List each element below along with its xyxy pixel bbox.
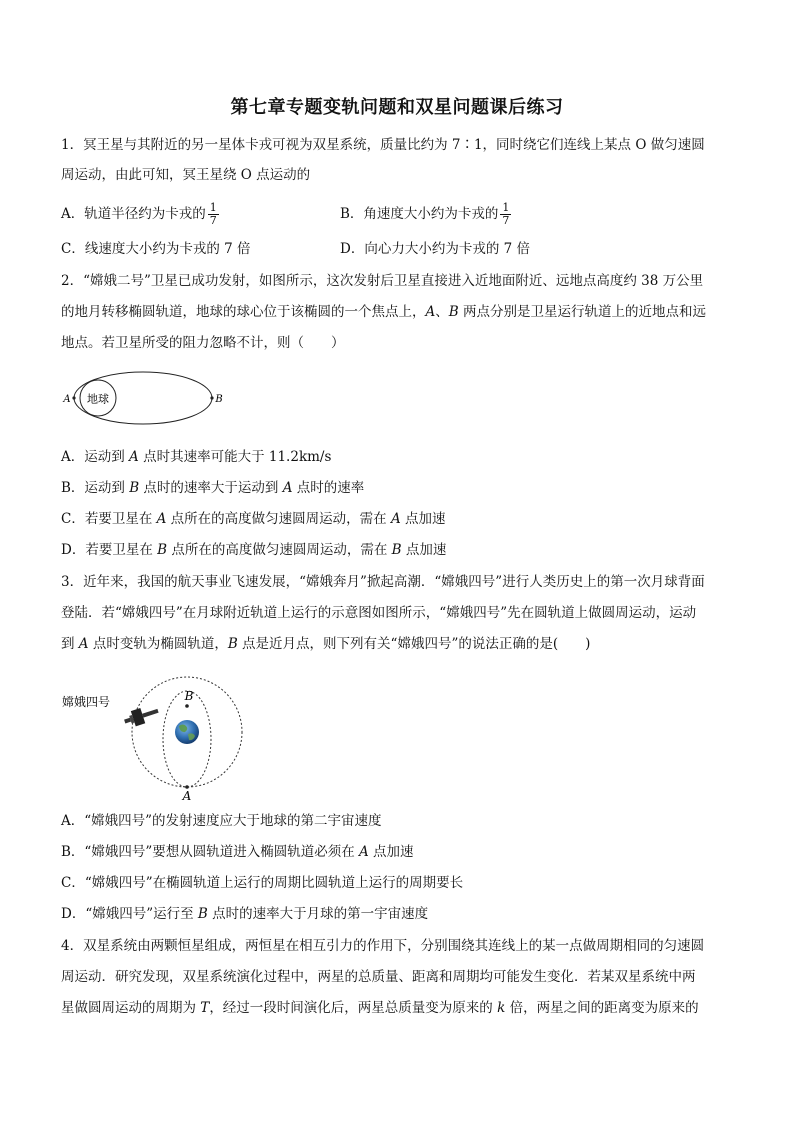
q1-option-b-text: B．角速度大小约为卡戎的 (340, 206, 499, 222)
q2-stem-line1: 2．“嫦娥二号”卫星已成功发射，如图所示，这次发射后卫星直接进入近地面附近、远地点高度约 38 万公里 (61, 273, 704, 289)
point-label: B (129, 480, 140, 496)
page-title: 第七章专题变轨问题和双星问题课后练习 (230, 97, 564, 118)
q2-stem-text: 的地月转移椭圆轨道，地球的球心位于该椭圆的一个焦点上， (61, 304, 426, 320)
q3-option-c: C．“嫦娥四号”在椭圆轨道上运行的周期比圆轨道上运行的周期要长 (61, 875, 464, 891)
q3-stem-line2: 登陆．若“嫦娥四号”在月球附近轨道上运行的示意图如图所示，“嫦娥四号”先在圆轨道上做圆周运动，运动 (61, 605, 697, 621)
option-text: D．“嫦娥四号”运行至 (61, 906, 198, 922)
point-b-dot (185, 704, 189, 708)
q2-orbit-figure (60, 368, 230, 430)
q4-stem-line2: 周运动．研究发现，双星系统演化过程中，两星的总质量、距离和周期均可能发生变化．若某双星系统中两 (61, 969, 696, 985)
satellite-icon (122, 703, 160, 729)
q4-stem-text: 星做圆周运动的周期为 (61, 1000, 201, 1016)
q4-stem-text: ，经过一段时间演化后，两星总质量变为原来的 (209, 1000, 498, 1016)
fraction-numerator: 1 (502, 201, 510, 214)
point-b-label: B (227, 636, 238, 652)
q3-stem-line3 (61, 635, 590, 653)
option-text: D．若要卫星在 (61, 542, 158, 558)
q3-option-a: A．“嫦娥四号”的发射速度应大于地球的第二宇宙速度 (61, 813, 382, 829)
option-text: 点时的速率 (292, 480, 365, 496)
option-text: 点加速 (400, 511, 446, 527)
q2-option-a (61, 448, 331, 466)
q3-orbit-figure (60, 666, 260, 806)
q3-stem-text: 点是近月点，则下列有关“嫦娥四号”的说法正确的是( ) (237, 636, 591, 652)
option-text: B．运动到 (61, 480, 130, 496)
option-text: 点时的速率大于月球的第一宇宙速度 (207, 906, 429, 922)
point-label: A (282, 480, 293, 496)
q2-option-b (61, 479, 364, 497)
point-b-label: B (184, 689, 194, 703)
q2-stem-line3: 地点。若卫星所受的阻力忽略不计，则（ ） (61, 335, 345, 351)
q3-option-b (61, 843, 414, 861)
point-label: B (197, 906, 208, 922)
option-text: 点所在的高度做匀速圆周运动，需在 (166, 511, 391, 527)
q1-option-c: C．线速度大小约为卡戎的 7 倍 (61, 241, 251, 257)
q3-stem-line1: 3．近年来，我国的航天事业飞速发展，“嫦娥奔月”掀起高潮．“嫦娥四号”进行人类历史上的第一次月球背面 (61, 574, 705, 590)
point-label: A (390, 511, 401, 527)
point-b-label: B (448, 304, 459, 320)
point-label: B (391, 542, 402, 558)
point-b-label: B (215, 394, 223, 405)
option-text: C．若要卫星在 (61, 511, 157, 527)
q4-stem-line1: 4．双星系统由两颗恒星组成，两恒星在相互引力的作用下，分别围绕其连线上的某一点做周期相同的匀速圆 (61, 938, 705, 954)
option-text: 点加速 (368, 844, 414, 860)
option-text: A．运动到 (61, 449, 130, 465)
point-label: A (156, 511, 167, 527)
q3-stem-text: 点时变轨为椭圆轨道， (88, 636, 228, 652)
q4-stem-text: 倍，两星之间的距离变为原来的 (505, 1000, 699, 1016)
q1-option-a-text: A．轨道半径约为卡戎的 (61, 206, 206, 222)
point-a-label: A (78, 636, 89, 652)
point-b-dot (210, 396, 213, 399)
q1-option-a (61, 202, 219, 227)
option-text: 点所在的高度做匀速圆周运动，需在 (167, 542, 392, 558)
point-a-label: A (182, 789, 192, 803)
q4-stem-line3 (61, 999, 699, 1017)
probe-label: 嫦娥四号 (62, 695, 111, 709)
option-text: 点时的速率大于运动到 (139, 480, 283, 496)
option-text: 点加速 (401, 542, 447, 558)
point-a-label: A (425, 304, 436, 320)
q1-stem-line2: 周运动，由此可知，冥王星绕 O 点运动的 (61, 167, 311, 183)
q3-stem-text: 到 (61, 636, 79, 652)
point-label: A (359, 844, 369, 860)
option-text: B．“嫦娥四号”要想从圆轨道进入椭圆轨道必须在 (61, 844, 360, 860)
q3-option-d (61, 905, 428, 923)
planet-globe-icon (175, 720, 199, 744)
q1-option-b (340, 202, 511, 227)
earth-label: 地球 (87, 392, 109, 406)
q2-stem-line2 (61, 303, 706, 321)
option-text: 点时其速率可能大于 11.2km/s (138, 449, 332, 465)
point-a-label: A (63, 394, 71, 405)
q1-option-a-fraction (208, 202, 219, 227)
q2-stem-text: 两点分别是卫星运行轨道上的近地点和远 (458, 304, 706, 320)
q1-option-d: D．向心力大小约为卡戎的 7 倍 (340, 241, 530, 257)
point-label: A (129, 449, 139, 465)
fraction-denominator: 7 (502, 214, 510, 227)
q1-option-b-fraction (500, 202, 511, 227)
point-label: B (157, 542, 168, 558)
q2-option-c (61, 510, 446, 528)
point-a-dot (72, 396, 75, 399)
q2-option-d (61, 541, 446, 559)
factor-symbol: k (497, 1000, 506, 1016)
fraction-numerator: 1 (209, 201, 217, 214)
fraction-denominator: 7 (209, 214, 217, 227)
q2-stem-text: 、 (435, 304, 449, 320)
period-symbol: T (200, 1000, 210, 1016)
q1-stem-line1: 1．冥王星与其附近的另一星体卡戎可视为双星系统，质量比约为 7∶1，同时绕它们连线上某点 O 做匀速圆 (61, 137, 705, 153)
